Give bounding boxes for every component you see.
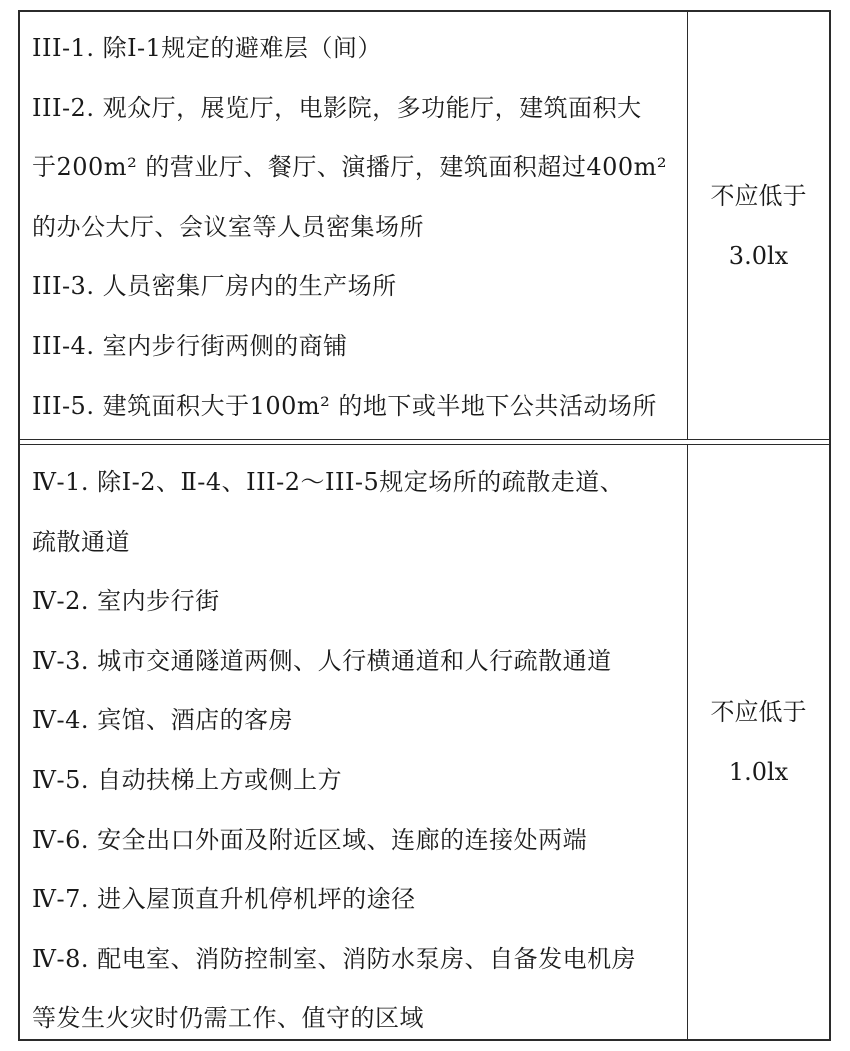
place-line: III-3. 人员密集厂房内的生产场所 xyxy=(32,272,397,301)
place-line: III-5. 建筑面积大于100m² 的地下或半地下公共活动场所 xyxy=(32,391,657,420)
place-line: Ⅳ-5. 自动扶梯上方或侧上方 xyxy=(32,765,343,794)
place-line: Ⅳ-4. 宾馆、酒店的客房 xyxy=(32,706,294,735)
place-line: Ⅳ-7. 进入屋顶直升机停机坪的途径 xyxy=(32,885,416,914)
place-line: III-1. 除Ⅰ-1规定的避难层（间） xyxy=(32,34,382,62)
illuminance-table xyxy=(18,10,831,1041)
requirement-value: 1.0lx xyxy=(728,758,789,786)
places-cell-III xyxy=(32,19,682,436)
requirement-value: 3.0lx xyxy=(728,241,789,270)
table-row-IV xyxy=(20,445,829,1039)
requirement-label: 不应低于 xyxy=(710,698,807,726)
table-row-III xyxy=(20,12,829,439)
place-line: 疏散通道 xyxy=(32,527,130,556)
place-line: Ⅳ-6. 安全出口外面及附近区域、连廊的连接处两端 xyxy=(32,825,588,854)
place-line: 等发生火灾时仍需工作、值守的区域 xyxy=(32,1004,424,1033)
place-line: Ⅳ-2. 室内步行街 xyxy=(32,587,220,616)
place-line: 的办公大厅、会议室等人员密集场所 xyxy=(32,212,424,241)
places-cell-IV xyxy=(32,453,682,1049)
place-line: Ⅳ-8. 配电室、消防控制室、消防水泵房、自备发电机房 xyxy=(32,944,637,973)
place-line: III-4. 室内步行街两侧的商铺 xyxy=(32,331,348,360)
requirement-label: 不应低于 xyxy=(710,181,807,210)
requirement-cell-IV xyxy=(688,445,829,1039)
place-line: III-2. 观众厅，展览厅，电影院，多功能厅，建筑面积大 xyxy=(32,93,642,122)
place-line: Ⅳ-1. 除Ⅰ-2、Ⅱ-4、III-2～III-5规定场所的疏散走道、 xyxy=(32,468,625,496)
place-line: Ⅳ-3. 城市交通隧道两侧、人行横通道和人行疏散通道 xyxy=(32,646,612,675)
requirement-cell-III xyxy=(688,12,829,439)
place-line: 于200m² 的营业厅、餐厅、演播厅，建筑面积超过400m² xyxy=(32,153,668,182)
